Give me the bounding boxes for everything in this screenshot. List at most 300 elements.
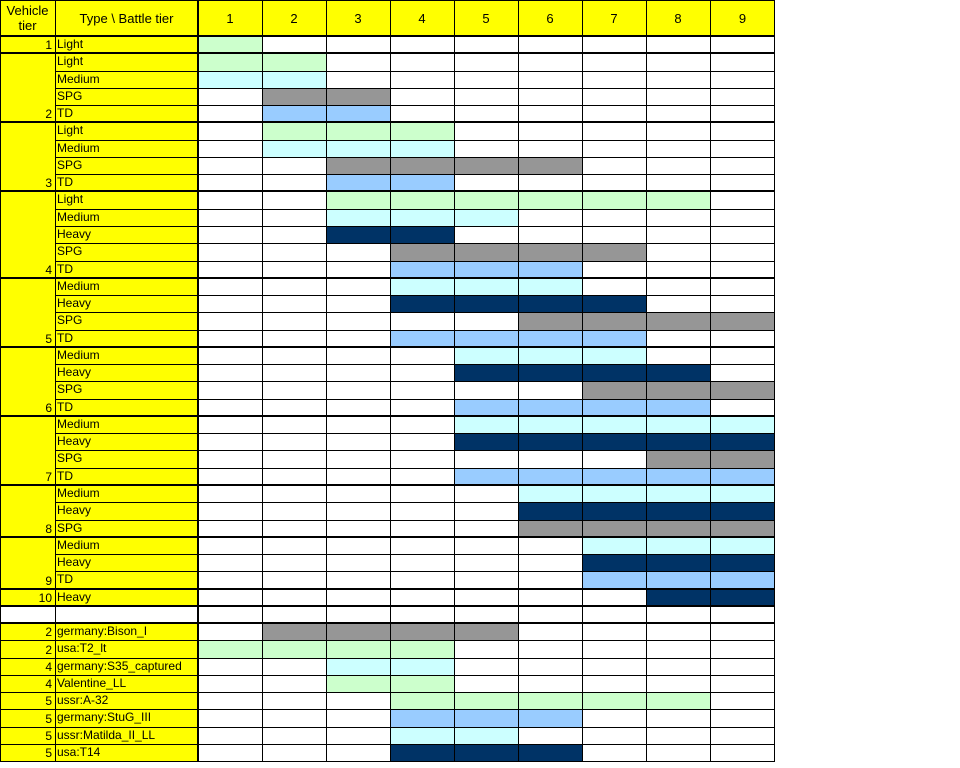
exception-1-battle-4-active [390,640,454,658]
tier-6-medium-battle-4 [390,347,454,364]
battle-tier-header: 1 [198,0,262,36]
tier-9-td-battle-4 [390,571,454,589]
grid-line-horizontal [55,450,775,451]
exception-5-battle-6-active [518,709,582,727]
tier-2-spg-battle-9 [710,88,775,105]
exception-6-battle-7 [582,727,646,744]
tier-6-td-battle-1 [198,399,262,416]
tier-6-medium-battle-5-active [454,347,518,364]
vehicle-type-label: Medium [55,71,198,88]
tier-3-light-battle-4-active [390,122,454,140]
tier-4-spg-battle-3 [326,243,390,261]
exception-2-battle-7 [582,658,646,675]
tier-8-spg-battle-7-active [582,520,646,537]
tier-9-td-battle-9-active [710,571,775,589]
grid-line-vertical [326,0,327,761]
exception-7-battle-2 [262,744,326,761]
tier-2-medium-battle-7 [582,71,646,88]
grid-line-horizontal [55,243,775,244]
tier-3-spg-battle-5-active [454,157,518,174]
grid-line-horizontal [55,502,775,503]
grid-line-horizontal [55,433,775,434]
tier-4-light-battle-6-active [518,191,582,209]
exception-7-battle-5-active [454,744,518,761]
exception-6-battle-4-active [390,727,454,744]
tier-6-spg-battle-3 [326,381,390,399]
tier-8-spg-battle-6-active [518,520,582,537]
tier-1-light-battle-5 [454,36,518,53]
tier-3-light-battle-5 [454,122,518,140]
vehicle-tier-label: 7 [0,416,55,485]
grid-line-horizontal [55,554,775,555]
tier-6-heavy-battle-4 [390,364,454,381]
exception-6-battle-5-active [454,727,518,744]
tier-9-medium-battle-5 [454,537,518,554]
tier-9-medium-battle-9-active [710,537,775,554]
tier-8-heavy-battle-4 [390,502,454,520]
tier-2-medium-battle-9 [710,71,775,88]
exception-vehicle-name: usa:T14 [55,744,198,761]
tier-6-td-battle-3 [326,399,390,416]
tier-1-light-battle-3 [326,36,390,53]
tier-7-medium-battle-7-active [582,416,646,433]
tier-4-heavy-battle-2 [262,226,326,243]
tier-5-medium-battle-6-active [518,278,582,295]
tier-4-heavy-battle-7 [582,226,646,243]
tier-7-spg-battle-6 [518,450,582,468]
exception-5-battle-8 [646,709,710,727]
vehicle-type-label: Heavy [55,226,198,243]
tier-8-heavy-battle-3 [326,502,390,520]
battle-tier-header: 8 [646,0,710,36]
grid-line-horizontal [55,174,775,175]
exception-1-battle-7 [582,640,646,658]
tier-3-light-battle-1 [198,122,262,140]
grid-line-horizontal [55,330,775,331]
exception-3-battle-9 [710,675,775,692]
vehicle-tier-label: 2 [0,53,55,122]
tier-6-td-battle-2 [262,399,326,416]
tier-7-medium-battle-6-active [518,416,582,433]
tier-9-td-battle-7-active [582,571,646,589]
tier-4-medium-battle-8 [646,209,710,226]
tier-1-light-battle-8 [646,36,710,53]
tier-7-spg-battle-8-active [646,450,710,468]
tier-2-light-battle-6 [518,53,582,71]
tier-4-spg-battle-9 [710,243,775,261]
tier-5-medium-battle-3 [326,278,390,295]
tier-6-heavy-battle-9 [710,364,775,381]
exception-7-battle-4-active [390,744,454,761]
tier-3-td-battle-4-active [390,174,454,191]
tier-2-spg-battle-5 [454,88,518,105]
tier-3-light-battle-3-active [326,122,390,140]
tier-4-heavy-battle-9 [710,226,775,243]
tier-5-heavy-battle-2 [262,295,326,312]
exception-5-battle-4-active [390,709,454,727]
tier-6-spg-battle-1 [198,381,262,399]
grid-line-horizontal [0,605,775,607]
exception-2-battle-2 [262,658,326,675]
tier-9-heavy-battle-7-active [582,554,646,571]
battle-tier-header: 2 [262,0,326,36]
tier-2-spg-battle-8 [646,88,710,105]
tier-9-medium-battle-2 [262,537,326,554]
exception-vehicle-name: germany:S35_captured [55,658,198,675]
tier-4-td-battle-4-active [390,261,454,278]
exception-0-battle-7 [582,623,646,640]
battle-tier-header: 4 [390,0,454,36]
tier-5-spg-battle-4 [390,312,454,330]
vehicle-type-label: SPG [55,243,198,261]
tier-7-medium-battle-1 [198,416,262,433]
exception-0-battle-9 [710,623,775,640]
vehicle-tier-label: 8 [0,485,55,537]
tier-4-td-battle-8 [646,261,710,278]
exception-0-battle-4-active [390,623,454,640]
tier-2-td-battle-9 [710,105,775,122]
tier-3-light-battle-2-active [262,122,326,140]
tier-4-medium-battle-1 [198,209,262,226]
tier-6-heavy-battle-5-active [454,364,518,381]
exception-0-battle-3-active [326,623,390,640]
tier-3-medium-battle-2-active [262,140,326,157]
exception-5-battle-9 [710,709,775,727]
exception-0-battle-5-active [454,623,518,640]
tier-1-light-battle-6 [518,36,582,53]
exception-6-battle-3 [326,727,390,744]
exception-tier-label: 5 [0,692,55,709]
tier-7-spg-battle-5 [454,450,518,468]
tier-3-spg-battle-6-active [518,157,582,174]
exception-4-battle-1 [198,692,262,709]
tier-8-medium-battle-3 [326,485,390,502]
tier-2-td-battle-8 [646,105,710,122]
tier-7-heavy-battle-6-active [518,433,582,450]
tier-6-medium-battle-6-active [518,347,582,364]
tier-7-td-battle-4 [390,468,454,485]
vehicle-type-label: SPG [55,450,198,468]
tier-5-spg-battle-9-active [710,312,775,330]
tier-3-td-battle-5 [454,174,518,191]
tier-1-light-battle-1-active [198,36,262,53]
exception-3-battle-6 [518,675,582,692]
tier-5-medium-battle-4-active [390,278,454,295]
tier-6-medium-battle-8 [646,347,710,364]
tier-2-spg-battle-4 [390,88,454,105]
vehicle-tier-label: 10 [0,589,55,606]
exception-0-battle-1 [198,623,262,640]
tier-1-light-battle-4 [390,36,454,53]
tier-6-spg-battle-4 [390,381,454,399]
tier-6-medium-battle-2 [262,347,326,364]
tier-8-heavy-battle-2 [262,502,326,520]
tier-2-spg-battle-6 [518,88,582,105]
tier-6-td-battle-8-active [646,399,710,416]
grid-line-horizontal [55,88,775,89]
exception-1-battle-9 [710,640,775,658]
tier-2-td-battle-4 [390,105,454,122]
tier-2-td-battle-5 [454,105,518,122]
tier-3-light-battle-6 [518,122,582,140]
tier-9-td-battle-2 [262,571,326,589]
vehicle-type-label: TD [55,330,198,347]
tier-5-spg-battle-6-active [518,312,582,330]
tier-4-light-battle-1 [198,191,262,209]
tier-8-spg-battle-2 [262,520,326,537]
tier-5-medium-battle-8 [646,278,710,295]
tier-7-heavy-battle-4 [390,433,454,450]
grid-line-horizontal [55,399,775,400]
tier-2-medium-battle-3 [326,71,390,88]
tier-8-medium-battle-2 [262,485,326,502]
exception-6-battle-2 [262,727,326,744]
tier-7-heavy-battle-2 [262,433,326,450]
vehicle-type-label: TD [55,571,198,589]
tier-3-light-battle-8 [646,122,710,140]
exception-tier-label: 2 [0,623,55,640]
tier-3-spg-battle-9 [710,157,775,174]
vehicle-type-label: Heavy [55,502,198,520]
exception-3-battle-1 [198,675,262,692]
vehicle-tier-header: Vehicle tier [0,0,55,36]
tier-6-medium-battle-9 [710,347,775,364]
tier-2-light-battle-4 [390,53,454,71]
tier-10-heavy-battle-2 [262,589,326,606]
tier-5-td-battle-7-active [582,330,646,347]
vehicle-tier-label: 3 [0,122,55,191]
vehicle-type-label: Medium [55,209,198,226]
tier-7-medium-battle-8-active [646,416,710,433]
tier-8-medium-battle-6-active [518,485,582,502]
tier-4-light-battle-3-active [326,191,390,209]
tier-8-heavy-battle-9-active [710,502,775,520]
exception-2-battle-1 [198,658,262,675]
vehicle-type-label: Medium [55,537,198,554]
tier-6-heavy-battle-2 [262,364,326,381]
tier-8-heavy-battle-8-active [646,502,710,520]
tier-8-heavy-battle-7-active [582,502,646,520]
tier-3-spg-battle-4-active [390,157,454,174]
tier-4-medium-battle-4-active [390,209,454,226]
exception-4-battle-7-active [582,692,646,709]
tier-4-medium-battle-5-active [454,209,518,226]
grid-line-vertical [774,0,775,761]
tier-7-spg-battle-9-active [710,450,775,468]
tier-6-medium-battle-3 [326,347,390,364]
exception-4-battle-2 [262,692,326,709]
tier-8-medium-battle-1 [198,485,262,502]
exception-3-battle-8 [646,675,710,692]
grid-line-vertical [582,0,583,761]
grid-line-horizontal [55,261,775,262]
exception-5-battle-7 [582,709,646,727]
tier-2-spg-battle-1 [198,88,262,105]
tier-2-light-battle-2-active [262,53,326,71]
tier-3-medium-battle-9 [710,140,775,157]
tier-2-medium-battle-1-active [198,71,262,88]
exception-3-battle-5 [454,675,518,692]
tier-5-td-battle-8 [646,330,710,347]
vehicle-type-label: Heavy [55,433,198,450]
exception-3-battle-7 [582,675,646,692]
tier-3-medium-battle-1 [198,140,262,157]
tier-2-medium-battle-2-active [262,71,326,88]
tier-6-heavy-battle-7-active [582,364,646,381]
tier-2-medium-battle-8 [646,71,710,88]
tier-5-td-battle-2 [262,330,326,347]
exception-tier-label: 4 [0,675,55,692]
tier-8-spg-battle-1 [198,520,262,537]
tier-4-td-battle-2 [262,261,326,278]
tier-3-td-battle-8 [646,174,710,191]
tier-10-heavy-battle-6 [518,589,582,606]
vehicle-type-label: Light [55,53,198,71]
tier-9-medium-battle-7-active [582,537,646,554]
exception-tier-label: 4 [0,658,55,675]
vehicle-type-label: Medium [55,347,198,364]
tier-5-heavy-battle-4-active [390,295,454,312]
tier-7-heavy-battle-5-active [454,433,518,450]
grid-line-horizontal [0,415,775,417]
vehicle-type-label: Light [55,36,198,53]
tier-5-heavy-battle-6-active [518,295,582,312]
tier-9-td-battle-1 [198,571,262,589]
vehicle-type-label: SPG [55,520,198,537]
tier-2-light-battle-5 [454,53,518,71]
tier-4-heavy-battle-6 [518,226,582,243]
tier-7-medium-battle-9-active [710,416,775,433]
tier-3-td-battle-2 [262,174,326,191]
tier-4-heavy-battle-4-active [390,226,454,243]
tier-4-td-battle-6-active [518,261,582,278]
tier-8-medium-battle-7-active [582,485,646,502]
grid-line-vertical [262,0,263,761]
tier-8-spg-battle-4 [390,520,454,537]
tier-7-td-battle-7-active [582,468,646,485]
tier-4-td-battle-1 [198,261,262,278]
tier-3-medium-battle-6 [518,140,582,157]
exception-4-battle-4-active [390,692,454,709]
spacer-row [0,606,775,623]
exception-vehicle-name: germany:Bison_I [55,623,198,640]
tier-5-td-battle-3 [326,330,390,347]
tier-5-heavy-battle-9 [710,295,775,312]
vehicle-type-label: Heavy [55,364,198,381]
tier-6-td-battle-9 [710,399,775,416]
exception-1-battle-1-active [198,640,262,658]
exception-tier-label: 2 [0,640,55,658]
exception-3-battle-3-active [326,675,390,692]
tier-5-td-battle-9 [710,330,775,347]
tier-5-medium-battle-5-active [454,278,518,295]
tier-3-td-battle-1 [198,174,262,191]
tier-4-spg-battle-6-active [518,243,582,261]
grid-line-horizontal [55,226,775,227]
tier-2-td-battle-6 [518,105,582,122]
tier-6-spg-battle-6 [518,381,582,399]
grid-line-horizontal [0,121,775,123]
tier-1-light-battle-7 [582,36,646,53]
tier-5-heavy-battle-7-active [582,295,646,312]
grid-line-horizontal [0,709,775,710]
exception-7-battle-6-active [518,744,582,761]
exception-3-battle-2 [262,675,326,692]
tier-2-td-battle-3-active [326,105,390,122]
tier-3-medium-battle-4-active [390,140,454,157]
tier-5-heavy-battle-1 [198,295,262,312]
vehicle-type-label: Heavy [55,554,198,571]
tier-5-spg-battle-3 [326,312,390,330]
tier-7-heavy-battle-3 [326,433,390,450]
tier-7-spg-battle-3 [326,450,390,468]
exception-vehicle-name: ussr:Matilda_II_LL [55,727,198,744]
tier-5-medium-battle-2 [262,278,326,295]
exception-tier-label: 5 [0,744,55,761]
tier-9-td-battle-8-active [646,571,710,589]
grid-line-horizontal [55,381,775,382]
exception-5-battle-2 [262,709,326,727]
tier-8-spg-battle-3 [326,520,390,537]
exception-vehicle-name: germany:StuG_III [55,709,198,727]
tier-4-td-battle-3 [326,261,390,278]
tier-9-td-battle-3 [326,571,390,589]
tier-10-heavy-battle-1 [198,589,262,606]
tier-5-medium-battle-7 [582,278,646,295]
tier-6-td-battle-6-active [518,399,582,416]
grid-line-horizontal [0,346,775,348]
vehicle-type-label: Heavy [55,295,198,312]
tier-4-heavy-battle-1 [198,226,262,243]
tier-4-heavy-battle-5 [454,226,518,243]
tier-10-heavy-battle-7 [582,589,646,606]
grid-line-vertical [710,0,711,761]
tier-6-spg-battle-5 [454,381,518,399]
tier-1-light-battle-2 [262,36,326,53]
tier-7-td-battle-1 [198,468,262,485]
vehicle-type-label: Heavy [55,589,198,606]
tier-8-heavy-battle-1 [198,502,262,520]
tier-7-spg-battle-4 [390,450,454,468]
exception-2-battle-6 [518,658,582,675]
tier-8-spg-battle-5 [454,520,518,537]
tier-7-spg-battle-1 [198,450,262,468]
exception-3-battle-4-active [390,675,454,692]
tier-6-td-battle-5-active [454,399,518,416]
tier-8-medium-battle-9-active [710,485,775,502]
tier-7-medium-battle-3 [326,416,390,433]
tier-3-td-battle-6 [518,174,582,191]
tier-3-medium-battle-7 [582,140,646,157]
exception-4-battle-6-active [518,692,582,709]
tier-9-heavy-battle-5 [454,554,518,571]
exception-4-battle-3 [326,692,390,709]
tier-8-spg-battle-9-active [710,520,775,537]
tier-9-medium-battle-3 [326,537,390,554]
tier-9-heavy-battle-2 [262,554,326,571]
exception-2-battle-9 [710,658,775,675]
tier-4-medium-battle-7 [582,209,646,226]
tier-2-medium-battle-5 [454,71,518,88]
tier-8-heavy-battle-5 [454,502,518,520]
tier-6-medium-battle-7-active [582,347,646,364]
tier-4-td-battle-5-active [454,261,518,278]
tier-4-medium-battle-2 [262,209,326,226]
battle-tier-header: 5 [454,0,518,36]
grid-line-horizontal [0,744,775,745]
tier-9-medium-battle-4 [390,537,454,554]
exception-1-battle-5 [454,640,518,658]
